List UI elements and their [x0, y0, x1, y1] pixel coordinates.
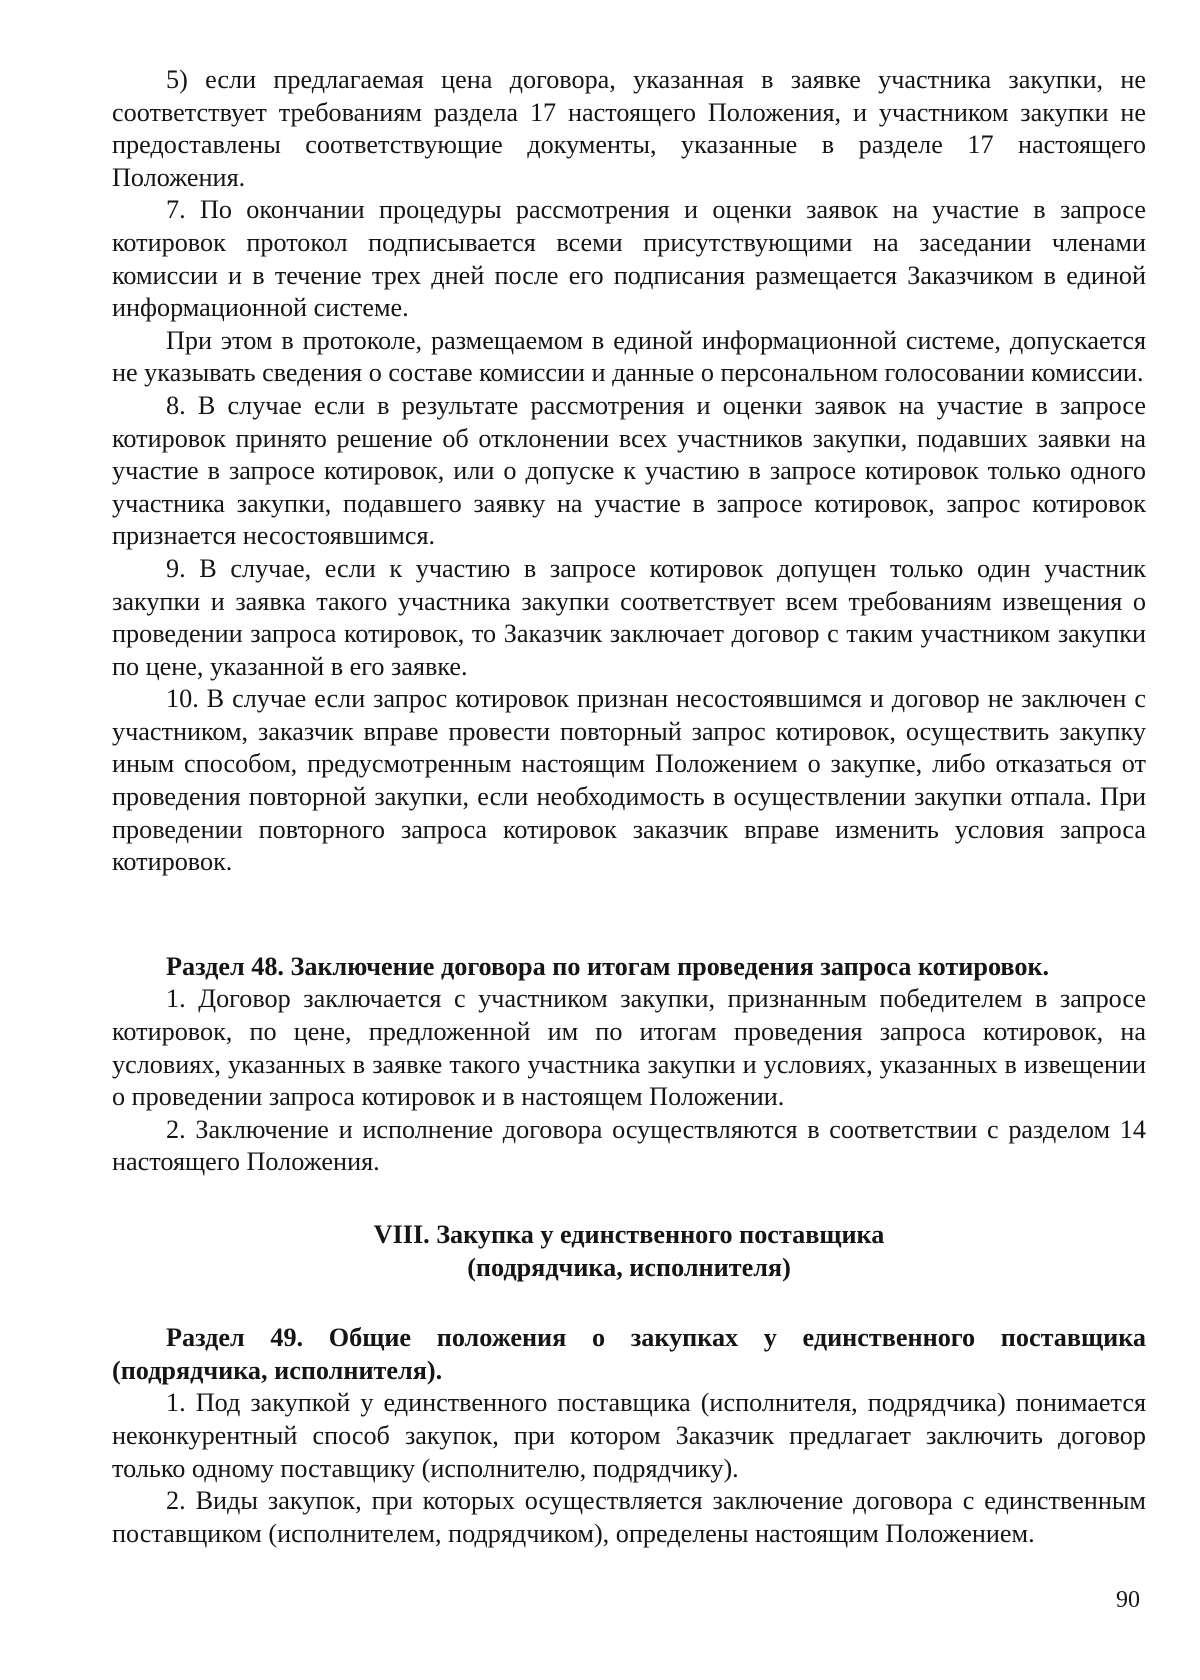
paragraph-item-9: 9. В случае, если к участию в запросе котировок допущен только один участник закупки и заявка такого участника закупки соответствует всем требованиям извещения о проведении запроса котировок, то Заказчик заключает договор с таким участником закупки по цене, указанной в его заявке.	[112, 553, 1146, 681]
section-48-heading: Раздел 48. Заключение договора по итогам проведения запроса котировок.	[166, 951, 1050, 981]
section-49-heading: Раздел 49. Общие положения о закупках у единственного поставщика (подрядчика, исполнителя).	[112, 1323, 1146, 1385]
chapter-8-title	[112, 1219, 1146, 1284]
section-48-paragraph-1: 1. Договор заключается с участником закупки, признанным победителем в запросе котировок, по цене, предложенной им по итогам проведения запроса котировок, на условиях, указанных в заявке такого участника закупки и условиях, указанных в извещении о проведении запроса котировок и в настоящем Положении.	[112, 984, 1146, 1112]
paragraph-item-10: 10. В случае если запрос котировок признан несостоявшимся и договор не заключен с участником, заказчик вправе провести повторный запрос котировок, осуществить закупку иным способом, предусмотренным настоящим Положением о закупке, либо отказаться от проведения повторной закупки, если необходимость в осуществлении закупки отпала. При проведении повторного запроса котировок заказчик вправе изменить условия запроса котировок.	[112, 684, 1146, 877]
paragraph-item-5: 5) если предлагаемая цена договора, указанная в заявке участника закупки, не соответствует требованиям раздела 17 настоящего Положения, и участником закупки не предоставлены соответствующие документы, указанные в разделе 17 настоящего Положения.	[112, 65, 1146, 192]
section-49-paragraph-1: 1. Под закупкой у единственного поставщика (исполнителя, подрядчика) понимается неконкурентный способ закупок, при котором Заказчик предлагает заключить договор только одному поставщику (исполнителю, подрядчику).	[112, 1388, 1146, 1483]
section-49-paragraph-2: 2. Виды закупок, при которых осуществляется заключение договора с единственным поставщиком (исполнителем, подрядчиком), определены настоящим Положением.	[112, 1486, 1146, 1548]
section-48-paragraph-2: 2. Заключение и исполнение договора осуществляются в соответствии с разделом 14 настоящего Положения.	[112, 1114, 1146, 1177]
chapter-8-title-line-1: VIII. Закупка у единственного поставщика	[373, 1220, 885, 1249]
paragraph-item-8: 8. В случае если в результате рассмотрения и оценки заявок на участие в запросе котировок принято решение об отклонении всех участников закупки, подавших заявки на участие в запросе котировок, или о допуске к участию в запросе котировок только одного участника закупки, подавшего заявку на участие в запросе котировок, запрос котировок признается несостоявшимся.	[112, 390, 1146, 551]
paragraph-item-7: 7. По окончании процедуры рассмотрения и оценки заявок на участие в запросе котировок протокол подписывается всеми присутствующими на заседании членами комиссии и в течение трех дней после его подписания размещается Заказчиком в единой информационной системе.	[112, 195, 1146, 323]
paragraph-protocol-note: При этом в протоколе, размещаемом в единой информационной системе, допускается не указывать сведения о составе комиссии и данные о персональном голосовании комиссии.	[112, 325, 1146, 388]
document-page	[112, 64, 1146, 1550]
chapter-8-title-line-2: (подрядчика, исполнителя)	[467, 1252, 791, 1282]
page-number: 90	[1116, 1587, 1140, 1613]
